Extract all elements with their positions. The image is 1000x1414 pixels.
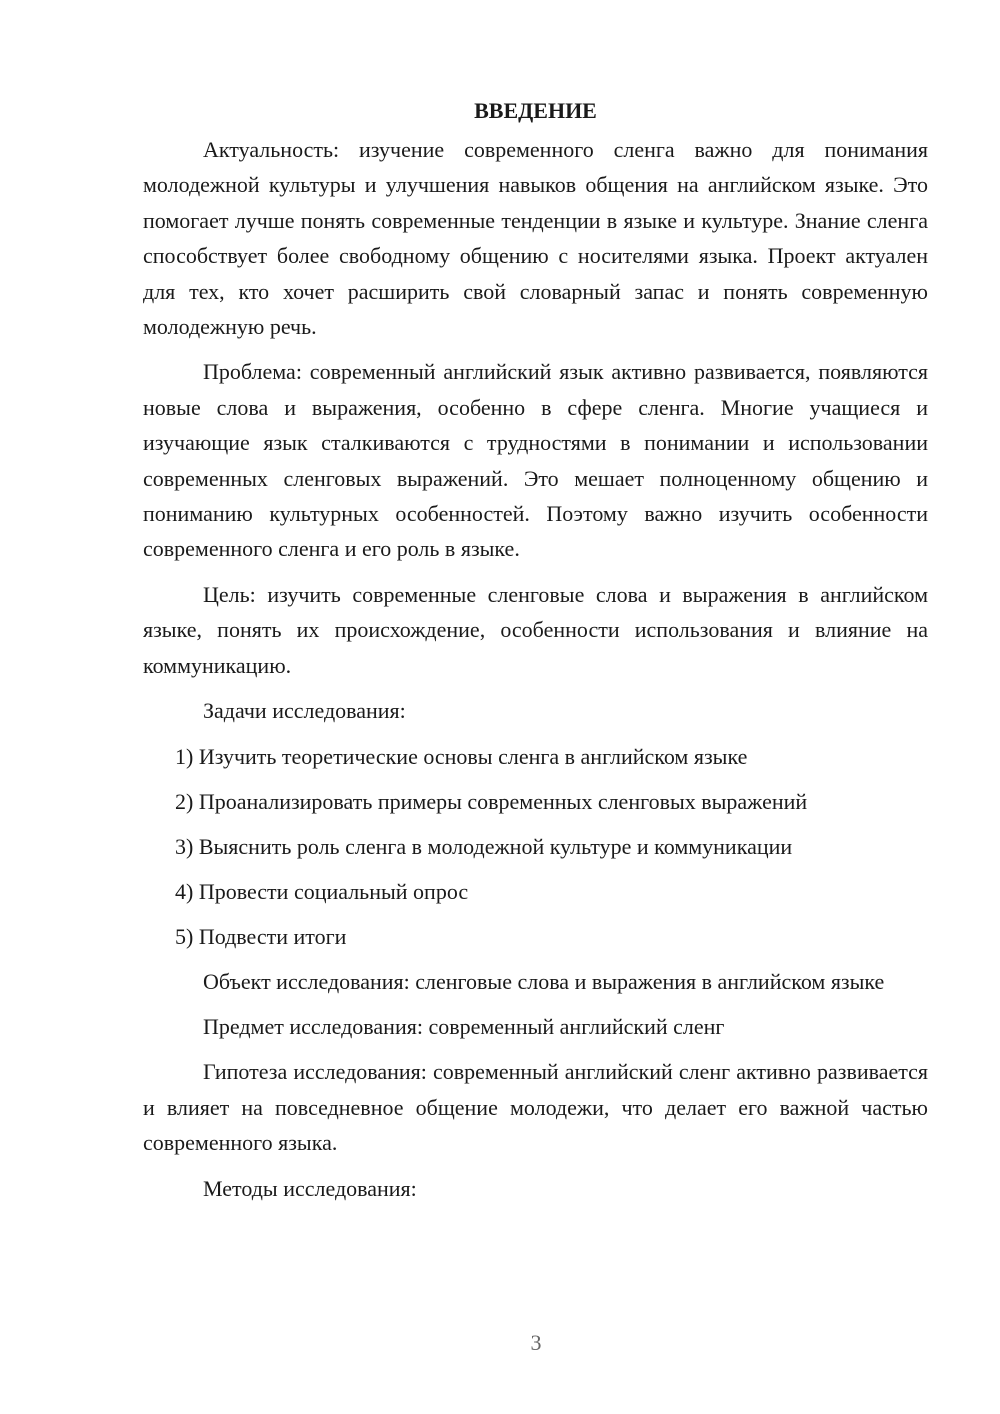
problem-paragraph: Проблема: современный английский язык активно развивается, появляются новые слова и выражения, особенно в сфере сленга. Многие учащиеся и изучающие язык сталкиваются с трудностями в понимании и использовании современных сленговых выражений. Это мешает полноценному общению и пониманию культурных особенностей. Поэтому важно изучить особенности современного сленга и его роль в языке. (143, 359, 928, 562)
page-number: 3 (530, 1330, 542, 1355)
task-item: 2) Проанализировать примеры современных сленговых выражений (175, 788, 808, 814)
task-item: 1) Изучить теоретические основы сленга в английском языке (175, 743, 748, 769)
document-body (143, 96, 928, 1206)
hypothesis-paragraph: Гипотеза исследования: современный английский сленг активно развивается и влияет на повседневное общение молодежи, что делает его важной частью современного языка. (143, 1059, 928, 1156)
object-paragraph: Объект исследования: сленговые слова и выражения в английском языке (203, 968, 885, 994)
relevance-paragraph: Актуальность: изучение современного сленга важно для понимания молодежной культуры и улучшения навыков общения на английском языке. Это помогает лучше понять современные тенденции в языке и культуре. Знание сленга способствует более свободному общению с носителями языка. Проект актуален для тех, кто хочет расширить свой словарный запас и понять современную молодежную речь. (143, 137, 928, 340)
section-title: ВВЕДЕНИЕ (474, 98, 597, 123)
task-item: 3) Выяснить роль сленга в молодежной культуре и коммуникации (175, 833, 793, 859)
tasks-heading: Задачи исследования: (203, 698, 406, 724)
subject-paragraph: Предмет исследования: современный английский сленг (203, 1013, 725, 1039)
methods-heading: Методы исследования: (203, 1175, 417, 1201)
goal-paragraph: Цель: изучить современные сленговые слова и выражения в английском языке, понять их происхождение, особенности использования и влияние на коммуникацию. (143, 581, 928, 678)
task-item: 4) Провести социальный опрос (175, 878, 469, 904)
task-item: 5) Подвести итоги (175, 923, 347, 949)
